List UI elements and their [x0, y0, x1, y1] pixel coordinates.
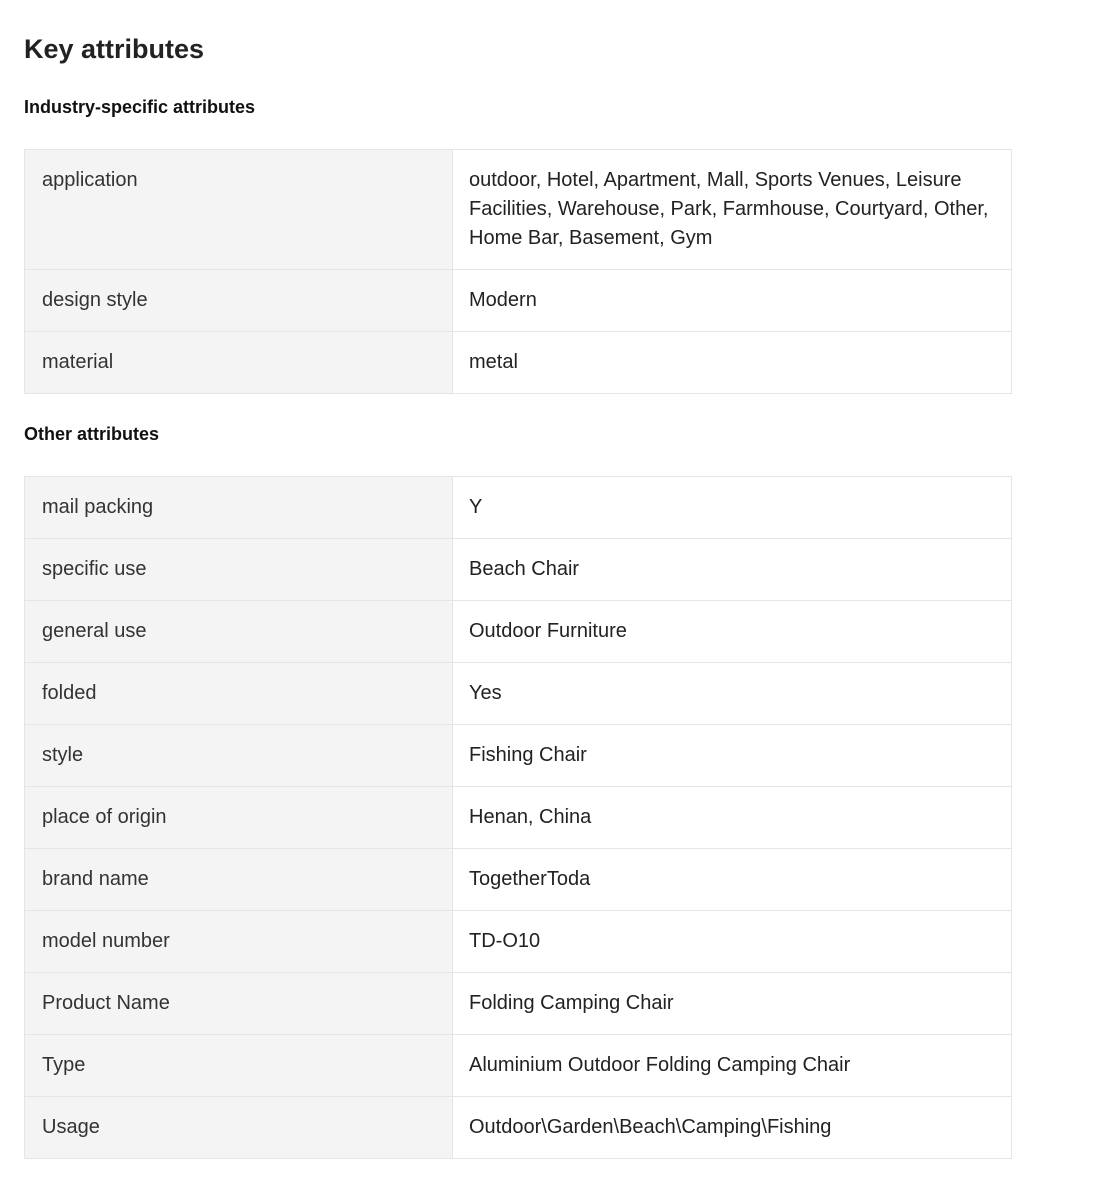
table-row	[25, 150, 1012, 270]
attribute-value: TogetherToda	[453, 849, 1012, 911]
attribute-value: Outdoor Furniture	[453, 601, 1012, 663]
attribute-value: outdoor, Hotel, Apartment, Mall, Sports Venues, Leisure Facilities, Warehouse, Park, Farmhouse, Courtyard, Other, Home Bar, Basement, Gym	[453, 150, 1012, 270]
industry-attributes-table	[24, 149, 1012, 394]
table-row	[25, 477, 1012, 539]
table-row	[25, 725, 1012, 787]
attribute-value: Henan, China	[453, 787, 1012, 849]
attribute-key: general use	[25, 601, 453, 663]
table-row	[25, 270, 1012, 332]
table-row	[25, 332, 1012, 394]
table-row	[25, 787, 1012, 849]
attribute-key: specific use	[25, 539, 453, 601]
attribute-key: mail packing	[25, 477, 453, 539]
table-row	[25, 849, 1012, 911]
table-row	[25, 663, 1012, 725]
attribute-value: Fishing Chair	[453, 725, 1012, 787]
table-row	[25, 601, 1012, 663]
attribute-value: Beach Chair	[453, 539, 1012, 601]
table-row	[25, 1097, 1012, 1159]
attribute-key: material	[25, 332, 453, 394]
attribute-value: Yes	[453, 663, 1012, 725]
attribute-key: application	[25, 150, 453, 270]
attribute-key: brand name	[25, 849, 453, 911]
table-row	[25, 1035, 1012, 1097]
table-row	[25, 973, 1012, 1035]
key-attributes-panel	[24, 0, 1012, 1159]
page-title: Key attributes	[24, 34, 205, 64]
attribute-value: Y	[453, 477, 1012, 539]
attribute-key: folded	[25, 663, 453, 725]
industry-attributes-heading: Industry-specific attributes	[24, 97, 256, 117]
attribute-key: style	[25, 725, 453, 787]
attribute-value: metal	[453, 332, 1012, 394]
attribute-key: place of origin	[25, 787, 453, 849]
attribute-value: TD-O10	[453, 911, 1012, 973]
table-row	[25, 539, 1012, 601]
attribute-key: Usage	[25, 1097, 453, 1159]
other-attributes-table	[24, 476, 1012, 1159]
other-attributes-heading: Other attributes	[24, 424, 160, 444]
attribute-value: Outdoor\Garden\Beach\Camping\Fishing	[453, 1097, 1012, 1159]
attribute-value: Aluminium Outdoor Folding Camping Chair	[453, 1035, 1012, 1097]
attribute-value: Modern	[453, 270, 1012, 332]
table-row	[25, 911, 1012, 973]
attribute-key: design style	[25, 270, 453, 332]
attribute-value: Folding Camping Chair	[453, 973, 1012, 1035]
attribute-key: Product Name	[25, 973, 453, 1035]
attribute-key: model number	[25, 911, 453, 973]
attribute-key: Type	[25, 1035, 453, 1097]
